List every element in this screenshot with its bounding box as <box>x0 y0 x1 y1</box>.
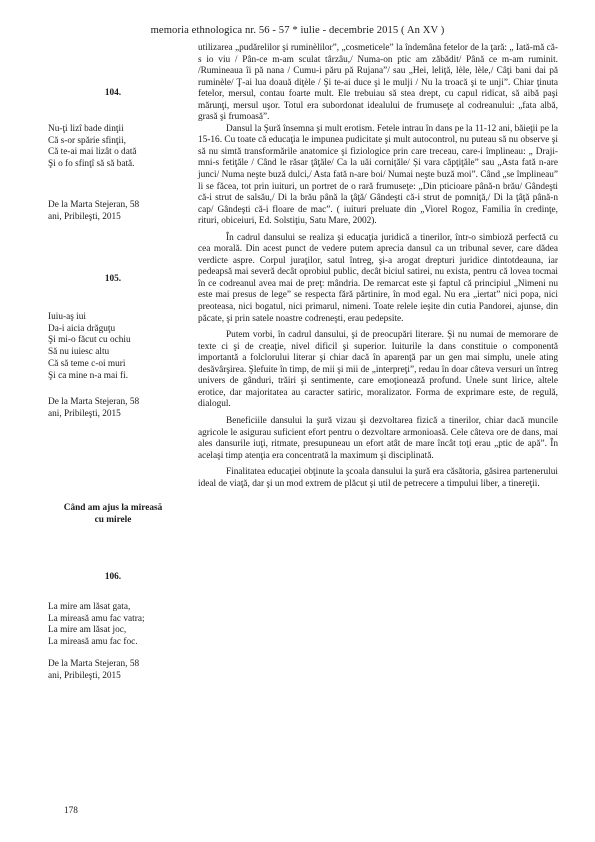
body-paragraph: Dansul la Şură însemna şi mult erotism. Fetele intrau în dans pe la 11-12 ani, băieţii pe la 15-16. Cu toate că educaţia le impunea pudicitate şi mult autocontrol, nu puteau să nu observe şi să nu simtă transformările anatomice şi fiziologice prin care treceau, care-i împlineau: „ Draji-mni-s fetiţăle / Când le răsar ţâţăle/ Ca la uăi cornițăle/ Și vara căpţiţăle” sau „Asta fată n-are junci/ Numa neşte buză dulci,/ Asta fată n-are boi/ Numai neşte buză moi”. Când „se împlineau” li se făcea, tot prin iuituri, un portret de o rară frumuseţe: „Din pticioare până-n brău/ Gândeşti că-i strut de salsău,/ Di la brău până la ţâţă/ Gândeşti că-i strut de pomniţă,/ Di la ţâţă până-n cap/ Gândeşti că-i floare de mac”. ( iuituri preluate din „Viorel Rogoz, Familia în credinţe, rituri, obiceiuri, Ed. Solstiţiu, Satu Mare, 2002). <box>198 123 558 227</box>
journal-header: memoria ethnologica nr. 56 - 57 * iulie - decembrie 2015 ( An XV ) <box>150 25 445 36</box>
poem-line: Şi ca mine n-a mai fi. <box>48 370 129 381</box>
body-paragraph: utilizarea „pudărelilor şi ruminèlilor”, „cosmeticele” la îndemâna fetelor de la ţară: „ Iată-mă că-s io viu / Pân-ce m-am sculat târzâu,/ Numa-on ptic am zăbădit/ Până ce m-am ruminit. /Rumineaua îi pă nana / Cumu-i păru pă Rujana”/ sau „Hei, leliţă, lèle, lèle,/ Câţi bani dai pă ruminèle/ Ţ-ai lua doauă diţèle / Şi te-ai duce şi le mulji / Nu la troacă şi te unji”. Chiar ţinuta fetelor, mersul, contau foarte mult. Ele trebuiau să stea drept, cu capul ridicat, să aibă paşi mărunţi, mersul uşor. Totul era subordonat idealului de frumuseţe al codreanului: „fata albă, grasă şi frumoasă”. <box>198 43 558 123</box>
poem-105 <box>48 312 198 382</box>
poem-number: 104. <box>104 88 122 98</box>
source-line: De la Marta Stejeran, 58 <box>48 200 140 210</box>
poem-source <box>48 200 198 223</box>
source-line: De la Marta Stejeran, 58 <box>48 659 140 669</box>
poem-number: 105. <box>104 274 122 284</box>
poem-line: La mire am lăsat gata, <box>48 602 131 612</box>
poem-number: 106. <box>104 572 122 582</box>
poem-source <box>48 397 198 420</box>
source-line: De la Marta Stejeran, 58 <box>48 397 140 407</box>
poem-line: Că să teme c-oi muri <box>48 358 126 369</box>
poem-line: Şi o fo sfinţî să să bată. <box>48 159 135 170</box>
poem-line: Nu-ţi lizî bade dinţii <box>48 124 124 134</box>
poem-104 <box>48 124 198 171</box>
body-column <box>198 43 558 490</box>
source-line: ani, Pribileşti, 2015 <box>48 211 121 222</box>
poem-line: La mireasă amu fac vatra; <box>48 613 145 624</box>
poem-line: Iuiu-aş iui <box>48 312 86 322</box>
poem-line: La mire am lăsat joc, <box>48 625 127 636</box>
poem-line: Că s-or spărie sfinţii, <box>48 135 126 146</box>
title-line: Când am ajus la mireasă <box>63 503 163 513</box>
poem-106 <box>48 602 198 649</box>
poem-line: Şi mi-o făcut cu ochiu <box>48 335 131 346</box>
body-paragraph: Beneficiile dansului la şură vizau şi dezvoltarea fizică a tinerilor, chiar dacă muncile agricole le asigurau suficient efort pentru o dezvoltare armonioasă. Cele câteva ore de dans, mai ales dansurile iuţi, ritmate, presupuneau un efort atât de mare încât toţi erau „ptic de apă”. În acelaşi timp atenţia era concentrată la maximum şi disciplinată. <box>198 415 558 461</box>
section-title <box>38 502 188 526</box>
source-line: ani, Pribileşti, 2015 <box>48 408 121 419</box>
poem-line: La mireasă amu fac foc. <box>48 637 138 648</box>
body-paragraph: Finalitatea educaţiei obţinute la şcoala dansului la şură era căsătoria, găsirea partenerului ideal de viaţă, dar şi un mod extrem de plăcut şi util de petrecere a timpului liber, a tinereţii. <box>198 467 558 489</box>
poem-line: Că te-ai mai lizât o dată <box>48 147 137 158</box>
page-number: 178 <box>64 806 78 816</box>
body-paragraph: Putem vorbi, în cadrul dansului, şi de preocupări literare. Şi nu numai de memorare de texte ci şi de creaţie, nivel dificil şi superior. Iuiturile la dans constituie o componentă importantă a folclorului literar şi chiar dacă în aparenţă par un gen mai simplu, unele ating desăvârşirea. Şlefuite în timp, de mii şi mii de „interpreţi”, redau în doar câteva versuri un întreg univers de gânduri, trăiri şi sentimente, care emoţionează profund. Unele sunt lirice, altele erotice, dar majoritatea au caracter satiric, moralizator. Forma de exprimare este, de regulă, dialogul. <box>198 330 558 410</box>
poem-line: Da-i aicia drăguţu <box>48 323 116 334</box>
poem-line: Să nu iuiesc altu <box>48 347 110 358</box>
poem-source <box>48 659 198 682</box>
source-line: ani, Pribileşti, 2015 <box>48 670 121 681</box>
title-line: cu mirele <box>94 515 132 525</box>
body-paragraph: În cadrul dansului se realiza şi educaţia juridică a tinerilor, într-o simbioză perfectă cu cea morală. Din acest punct de vedere putem aprecia dansul ca un tribunal sever, care dădea verdicte aspre. Corpul juraţilor, satul întreg, şi-a arogat drepturi juridice dintotdeauna, iar pedeapsă mai severă decât oprobiul public, decât biciul satirei, nu exista, pentru că lovea tocmai în ce codreanul avea mai de preţ: mândria. De remarcat este şi faptul că principiul „Nimeni nu este mai presus de lege” se respecta fără părtinire, în mod egal. Nu era „iertat” nici popa, nici preoteasa, nici bogatul, nici primarul, nimeni. Toate relele ieşite din cutia Pandorei, ajunse, din păcate, şi prin satele noastre codreneşti, erau pedepsite. <box>198 232 558 324</box>
